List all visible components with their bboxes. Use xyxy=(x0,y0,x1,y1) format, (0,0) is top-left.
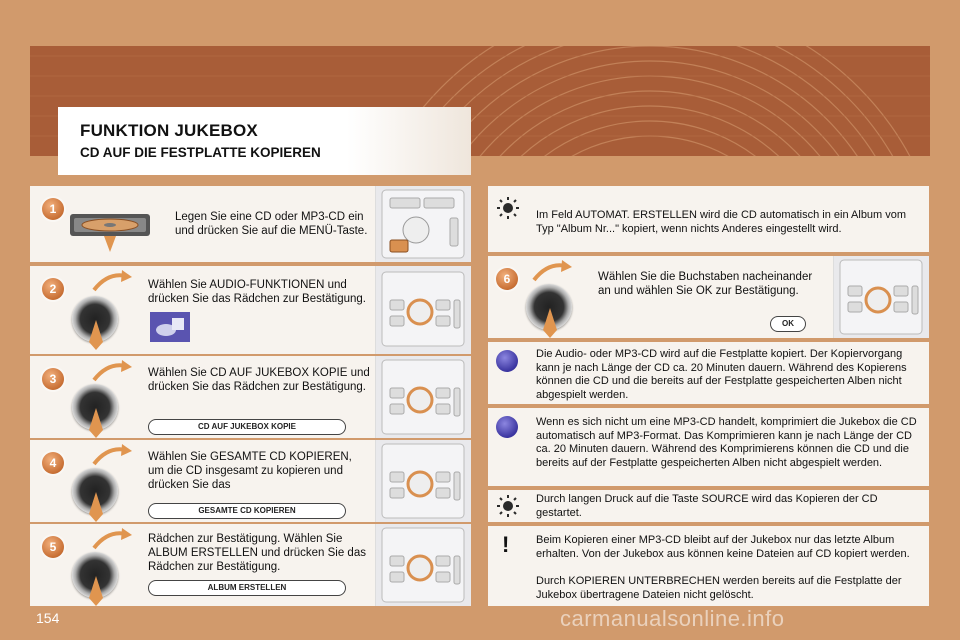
note-source-press xyxy=(488,490,929,522)
note-warning xyxy=(488,526,929,606)
note-auto-create xyxy=(488,186,929,252)
radio-panel-4 xyxy=(375,440,471,522)
step-number-5: 5 xyxy=(42,536,64,558)
page-title: FUNKTION JUKEBOX xyxy=(80,121,258,140)
warning-exclamation-icon: ! xyxy=(502,532,510,557)
press-arrow-icon xyxy=(88,408,104,438)
press-arrow-icon xyxy=(88,492,104,522)
cd-slot-icon xyxy=(70,208,154,254)
step-card-1 xyxy=(30,186,471,262)
menu-label-3: CD AUF JUKEBOX KOPIE xyxy=(148,419,346,435)
radio-panel-1 xyxy=(375,186,471,262)
watermark: carmanualsonline.info xyxy=(560,606,785,631)
step-number-4: 4 xyxy=(42,452,64,474)
radio-unit-icon xyxy=(376,356,472,438)
step-text-2: Wählen Sie AUDIO-FUNKTIONEN und drücken Sie das Rädchen zur Bestätigung. xyxy=(148,279,366,305)
radio-panel-6 xyxy=(833,256,929,338)
step-number-1: 1 xyxy=(42,198,64,220)
info-disc-icon xyxy=(496,416,518,438)
radio-unit-icon xyxy=(376,186,472,262)
step-number-3: 3 xyxy=(42,368,64,390)
info-disc-icon xyxy=(496,350,518,372)
step-card-4 xyxy=(30,440,471,522)
note-copying-text: Die Audio- oder MP3-CD wird auf die Festplatte kopiert. Der Kopiervorgang kann je nach Länge der CD ca. 20 Minuten dauern. Während des Kopierens können die CD und die bereits auf der Festplatte gespeicherten Alben nicht abgespielt werden. xyxy=(536,348,907,401)
press-arrow-icon xyxy=(88,320,104,350)
step-text-4: Wählen Sie GESAMTE CD KOPIEREN, um die CD insgesamt zu kopieren und drücken Sie das xyxy=(148,451,352,491)
note-source-text: Durch langen Druck auf die Taste SOURCE wird das Kopieren der CD gestartet. xyxy=(536,493,878,519)
rotate-arrow-icon xyxy=(530,258,574,284)
step-text-5: Rädchen zur Bestätigung. Wählen Sie ALBUM ERSTELLEN und drücken Sie das Rädchen zur Bestätigung. xyxy=(148,533,366,573)
step-text-1: Legen Sie eine CD oder MP3-CD ein und drücken Sie auf die MENÜ-Taste. xyxy=(175,211,368,237)
menu-label-5: ALBUM ERSTELLEN xyxy=(148,580,346,596)
step-text-3: Wählen Sie CD AUF JUKEBOX KOPIE und drücken Sie das Rädchen zur Bestätigung. xyxy=(148,367,370,393)
step-card-6 xyxy=(488,256,929,338)
rotate-arrow-icon xyxy=(90,358,134,384)
step-card-2 xyxy=(30,266,471,354)
radio-panel-2 xyxy=(375,266,471,354)
rotate-arrow-icon xyxy=(90,268,134,294)
tip-sun-icon xyxy=(496,494,520,518)
radio-panel-5 xyxy=(375,524,471,606)
step-number-6: 6 xyxy=(496,268,518,290)
radio-unit-icon xyxy=(376,440,472,522)
audio-functions-icon xyxy=(150,312,190,342)
radio-unit-icon xyxy=(376,524,472,606)
tip-sun-icon xyxy=(496,196,520,220)
step-card-3 xyxy=(30,356,471,438)
radio-unit-icon xyxy=(376,266,472,354)
rotate-arrow-icon xyxy=(90,526,134,552)
page-number: 154 xyxy=(36,610,60,626)
note-warning-text-1: Beim Kopieren einer MP3-CD bleibt auf der Jukebox nur das letzte Album erhalten. Von der Jukebox aus können keine Dateien auf CD kopiert werden. xyxy=(536,534,910,560)
menu-label-4: GESAMTE CD KOPIEREN xyxy=(148,503,346,519)
note-auto-create-text: Im Feld AUTOMAT. ERSTELLEN wird die CD automatisch in ein Album vom Typ "Album Nr..." kopiert, wenn nichts Anderes eingestellt wird. xyxy=(536,209,907,235)
radio-unit-icon xyxy=(834,256,930,338)
note-warning-text-2: Durch KOPIEREN UNTERBRECHEN werden bereits auf die Festplatte der Jukebox übertragene Dateien nicht gelöscht. xyxy=(536,575,902,601)
radio-panel-3 xyxy=(375,356,471,438)
step-card-5 xyxy=(30,524,471,606)
press-arrow-icon xyxy=(542,308,558,338)
page-subtitle: CD AUF DIE FESTPLATTE KOPIEREN xyxy=(80,145,321,160)
ok-label: OK xyxy=(770,316,806,332)
title-box xyxy=(58,107,471,175)
note-compress xyxy=(488,408,929,486)
step-text-6: Wählen Sie die Buchstaben nacheinander an und wählen Sie OK zur Bestätigung. xyxy=(598,271,813,297)
note-compress-text: Wenn es sich nicht um eine MP3-CD handelt, komprimiert die Jukebox die CD automatisch auf MP3-Format. Das Komprimieren kann je nach Länge der CD ca. 20 Minuten dauern. Während des Komprimierens können die CD und die bereits auf der Festplatte gespeicherten Alben nicht abgespielt werden. xyxy=(536,416,917,469)
press-arrow-icon xyxy=(88,576,104,606)
note-copying xyxy=(488,342,929,404)
rotate-arrow-icon xyxy=(90,442,134,468)
step-number-2: 2 xyxy=(42,278,64,300)
